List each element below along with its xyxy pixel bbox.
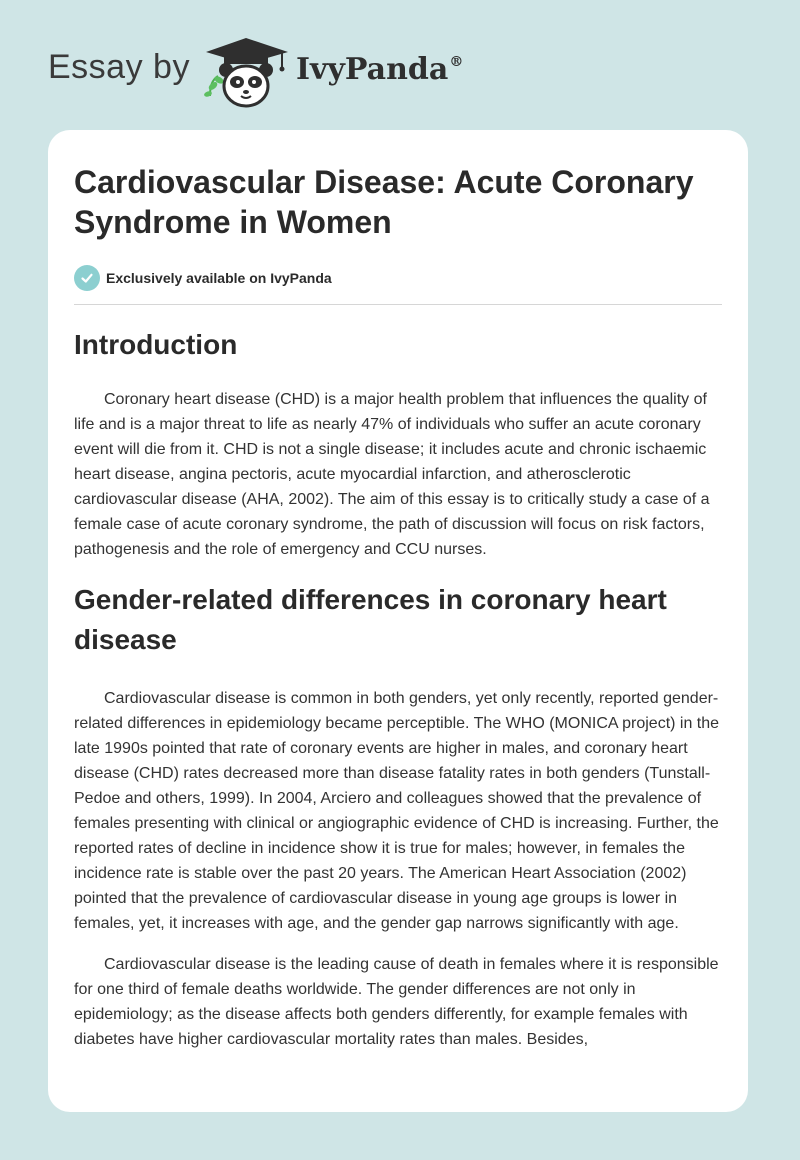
essay-card <box>48 130 748 1112</box>
exclusive-badge <box>74 264 722 292</box>
site-header <box>0 0 800 120</box>
section-heading-introduction: Introduction <box>74 329 238 360</box>
registered-mark: ® <box>449 54 464 70</box>
check-icon <box>74 265 100 291</box>
paragraph: Coronary heart disease (CHD) is a major health problem that influences the quality of life and is a major threat to life as nearly 47% of individuals who suffer an acute coronary event will die from it. CHD is not a single disease; it includes acute and chronic ischaemic heart disease, angina pectoris, acute myocardial infarction, and atherosclerotic cardiovascular disease (AHA, 2002). The aim of this essay is to critically study a case of a female case of acute coronary syndrome, the path of discussion will focus on risk factors, pathogenesis and the role of emergency and CCU nurses. <box>74 391 710 558</box>
panda-logo-icon[interactable] <box>200 34 292 110</box>
paragraph: Cardiovascular disease is the leading cause of death in females where it is responsible for one third of female deaths worldwide. The gender differences are not only in epidemiology; as the disease affects both genders differently, for example females with diabetes have higher cardiovascular mortality rates than males. Besides, <box>74 956 719 1048</box>
brand-text: IvyPanda <box>296 52 449 87</box>
essay-by-label: Essay by <box>48 48 190 86</box>
badge-label: Exclusively available on IvyPanda <box>106 270 332 286</box>
essay-content <box>74 162 722 1052</box>
paragraph: Cardiovascular disease is common in both genders, yet only recently, reported gender-related differences in epidemiology became perceptible. The WHO (MONICA project) in the late 1990s pointed that rate of coronary events are higher in males, and coronary heart disease (CHD) rates decreased more than disease fatality rates in both genders (Tunstall-Pedoe and others, 1999). In 2004, Arciero and colleagues showed that the prevalence of females presenting with clinical or angiographic evidence of CHD is increasing. Further, the reported rates of decline in incidence show it is true for males; however, in females the incidence rate is stable over the past 20 years. The American Heart Association (2002) pointed that the prevalence of cardiovascular disease in young age groups is lower in females, yet, it increases with age, and the gender gap narrows significantly with age. <box>74 690 720 932</box>
essay-title: Cardiovascular Disease: Acute Coronary Syndrome in Women <box>74 164 694 240</box>
section-heading-gender-differences: Gender-related differences in coronary heart disease <box>74 584 667 655</box>
brand-name[interactable] <box>296 52 463 87</box>
title-divider <box>74 304 722 305</box>
